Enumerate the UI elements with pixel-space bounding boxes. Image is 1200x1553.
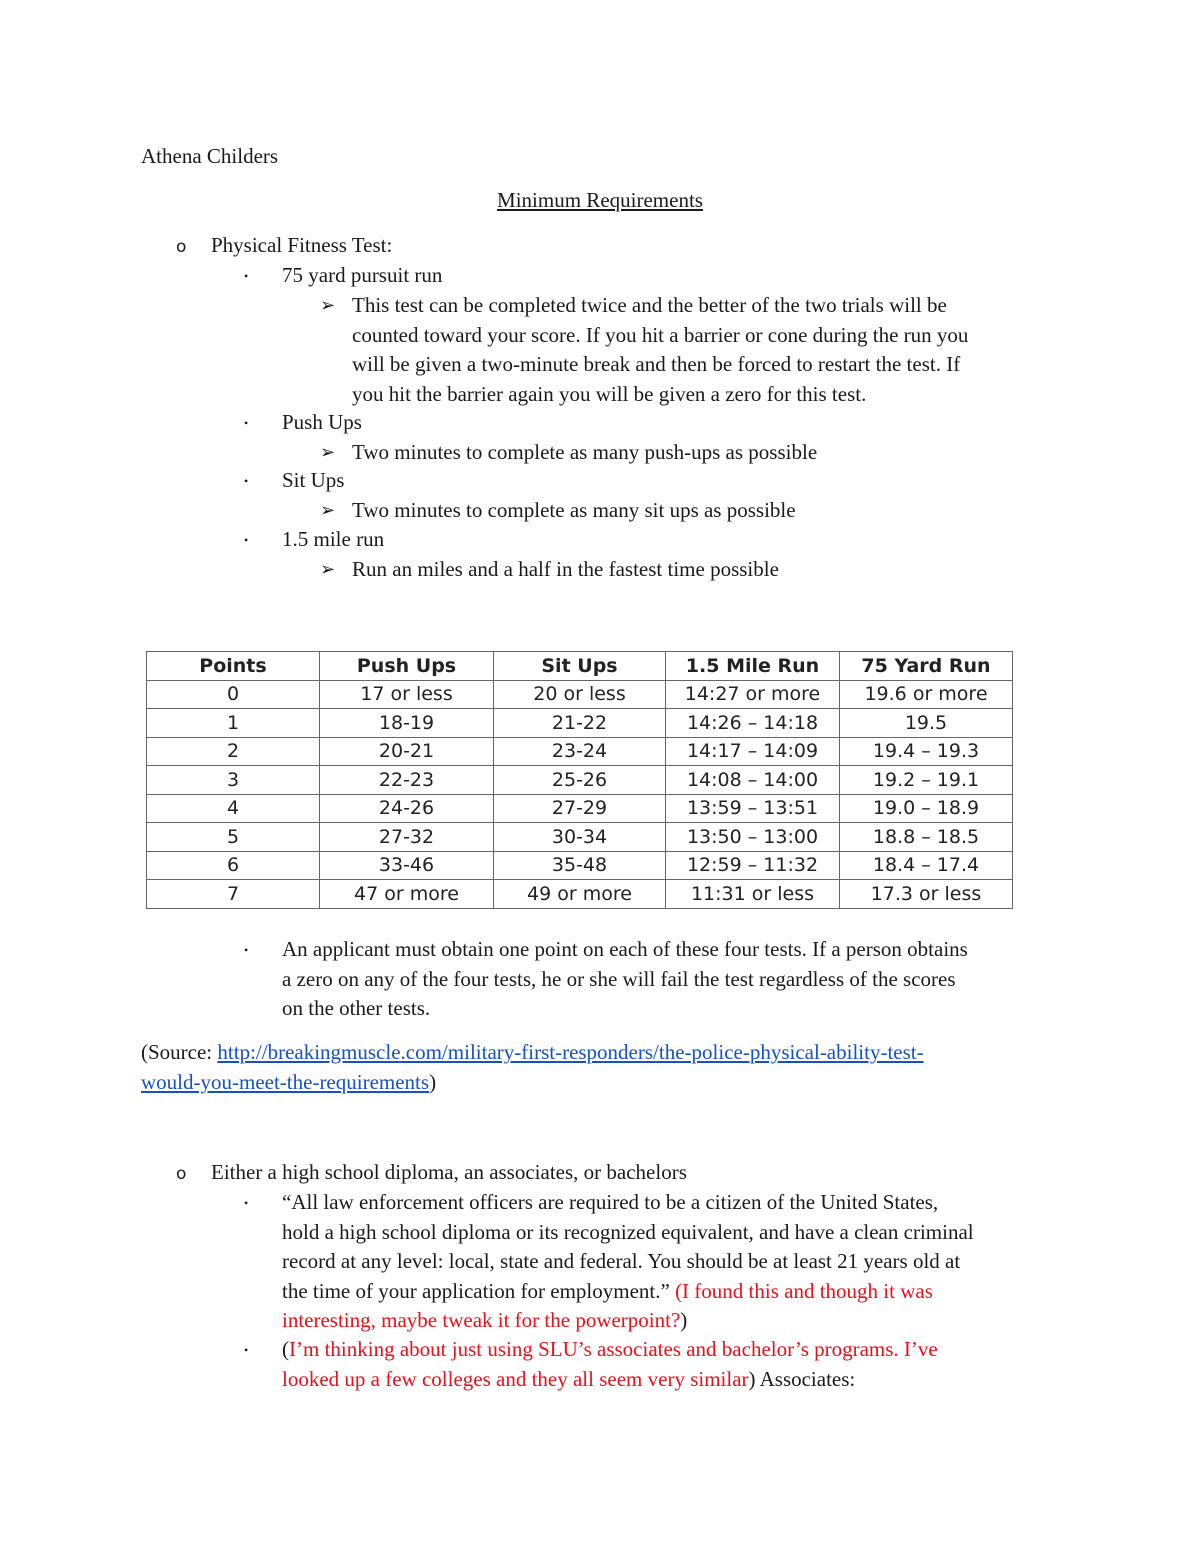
table-cell: 18.8 – 18.5	[840, 823, 1013, 852]
column-header: Push Ups	[320, 652, 494, 681]
source-citation	[141, 1038, 1061, 1097]
list-item-programs: (I’m thinking about just using SLU’s associates and bachelor’s programs. I’ve looked up a few colleges and they all seem very similar) Associates:	[282, 1337, 938, 1391]
table-cell: 7	[147, 880, 320, 909]
list-item-pursuit-run: 75 yard pursuit run	[282, 263, 443, 287]
table-cell: 23-24	[494, 737, 666, 766]
table-cell: 14:17 – 14:09	[666, 737, 840, 766]
table-row	[147, 880, 1013, 909]
circle-bullet-icon: o	[176, 237, 187, 257]
table-row	[147, 709, 1013, 738]
table-body	[147, 680, 1013, 908]
table-cell: 12:59 – 11:32	[666, 851, 840, 880]
table-row	[147, 851, 1013, 880]
points-table	[146, 651, 1013, 909]
list-item-sit-ups: Sit Ups	[282, 468, 345, 492]
table-cell: 19.2 – 19.1	[840, 766, 1013, 795]
comment-text: I’m thinking about just using SLU’s associates and bachelor’s programs. I’ve	[289, 1337, 938, 1361]
table-cell: 25-26	[494, 766, 666, 795]
list-item-quote: “All law enforcement officers are required to be a citizen of the United States, hold a high school diploma or its recognized equivalent, and have a clean criminal record at any level: local, state and federal. You should be at least 21 years old at the time of your application for employment.” (I found this and though it was interesting, maybe tweak it for the powerpoint?)	[282, 1190, 974, 1332]
table-cell: 3	[147, 766, 320, 795]
bullet-icon: •	[244, 943, 249, 957]
section-heading-fitness: Physical Fitness Test:	[211, 233, 393, 257]
table-cell: 19.5	[840, 709, 1013, 738]
table-cell: 17.3 or less	[840, 880, 1013, 909]
table-row	[147, 737, 1013, 766]
list-detail-push-ups: Two minutes to complete as many push-ups as possible	[352, 440, 818, 464]
table-cell: 13:59 – 13:51	[666, 794, 840, 823]
arrow-bullet-icon: ➢	[320, 295, 336, 316]
circle-bullet-icon: o	[176, 1164, 187, 1184]
table-row	[147, 766, 1013, 795]
source-link[interactable]: http://breakingmuscle.com/military-first-responders/the-police-physical-ability-test-	[217, 1040, 924, 1064]
table-cell: 18.4 – 17.4	[840, 851, 1013, 880]
table-cell: 13:50 – 13:00	[666, 823, 840, 852]
arrow-bullet-icon: ➢	[320, 559, 336, 580]
source-link-continued[interactable]: would-you-meet-the-requirements	[141, 1069, 430, 1094]
table-header-row	[147, 652, 1013, 681]
comment-text: looked up a few colleges and they all seem very similar	[282, 1366, 749, 1391]
bullet-icon: •	[244, 269, 249, 283]
column-header: Points	[147, 652, 320, 681]
table-cell: 20-21	[320, 737, 494, 766]
column-header: 75 Yard Run	[840, 652, 1013, 681]
table-cell: 5	[147, 823, 320, 852]
list-detail-pursuit-run: This test can be completed twice and the better of the two trials will be counted toward your score. If you hit a barrier or cone during the run you will be given a two-minute break and then be forced to restart the test. If you hit the barrier again you will be given a zero for this test.	[352, 293, 969, 406]
table-cell: 18-19	[320, 709, 494, 738]
table-cell: 0	[147, 680, 320, 709]
arrow-bullet-icon: ➢	[320, 442, 336, 463]
table-cell: 27-32	[320, 823, 494, 852]
table-cell: 24-26	[320, 794, 494, 823]
bullet-icon: •	[244, 1343, 249, 1357]
table-cell: 14:27 or more	[666, 680, 840, 709]
list-detail-mile-run: Run an miles and a half in the fastest time possible	[352, 557, 779, 581]
bullet-icon: •	[244, 533, 249, 547]
table-cell: 1	[147, 709, 320, 738]
table-cell: 49 or more	[494, 880, 666, 909]
table-cell: 19.0 – 18.9	[840, 794, 1013, 823]
table-cell: 30-34	[494, 823, 666, 852]
list-item-push-ups: Push Ups	[282, 410, 362, 434]
table-cell: 14:26 – 14:18	[666, 709, 840, 738]
table-cell: 27-29	[494, 794, 666, 823]
source-suffix: )	[429, 1069, 437, 1094]
list-item-mile-run: 1.5 mile run	[282, 527, 385, 551]
table-cell: 21-22	[494, 709, 666, 738]
comment-text: interesting, maybe tweak it for the powerpoint?	[282, 1308, 681, 1332]
column-header: 1.5 Mile Run	[666, 652, 840, 681]
table-row	[147, 680, 1013, 709]
table-cell: 33-46	[320, 851, 494, 880]
table-cell: 4	[147, 794, 320, 823]
table-cell: 47 or more	[320, 880, 494, 909]
table-cell: 35-48	[494, 851, 666, 880]
arrow-bullet-icon: ➢	[320, 500, 336, 521]
list-detail-sit-ups: Two minutes to complete as many sit ups as possible	[352, 498, 796, 522]
requirement-note: An applicant must obtain one point on each of these four tests. If a person obtains a zero on any of the four tests, he or she will fail the test regardless of the scores on the other tests.	[282, 937, 968, 1020]
table-cell: 19.6 or more	[840, 680, 1013, 709]
table-cell: 6	[147, 851, 320, 880]
comment-text: (I found this and though it was	[675, 1278, 933, 1303]
table-row	[147, 823, 1013, 852]
table-cell: 19.4 – 19.3	[840, 737, 1013, 766]
bullet-icon: •	[244, 1196, 249, 1210]
author-name: Athena Childers	[141, 144, 279, 168]
table-row	[147, 794, 1013, 823]
source-prefix: (Source:	[141, 1040, 218, 1064]
table-cell: 20 or less	[494, 680, 666, 709]
bullet-icon: •	[244, 474, 249, 488]
table-cell: 11:31 or less	[666, 880, 840, 909]
table-cell: 22-23	[320, 766, 494, 795]
page-title: Minimum Requirements	[497, 188, 703, 212]
section-heading-education: Either a high school diploma, an associates, or bachelors	[211, 1160, 687, 1184]
column-header: Sit Ups	[494, 652, 666, 681]
table-cell: 14:08 – 14:00	[666, 766, 840, 795]
bullet-icon: •	[244, 416, 249, 430]
table-cell: 17 or less	[320, 680, 494, 709]
table-cell: 2	[147, 737, 320, 766]
